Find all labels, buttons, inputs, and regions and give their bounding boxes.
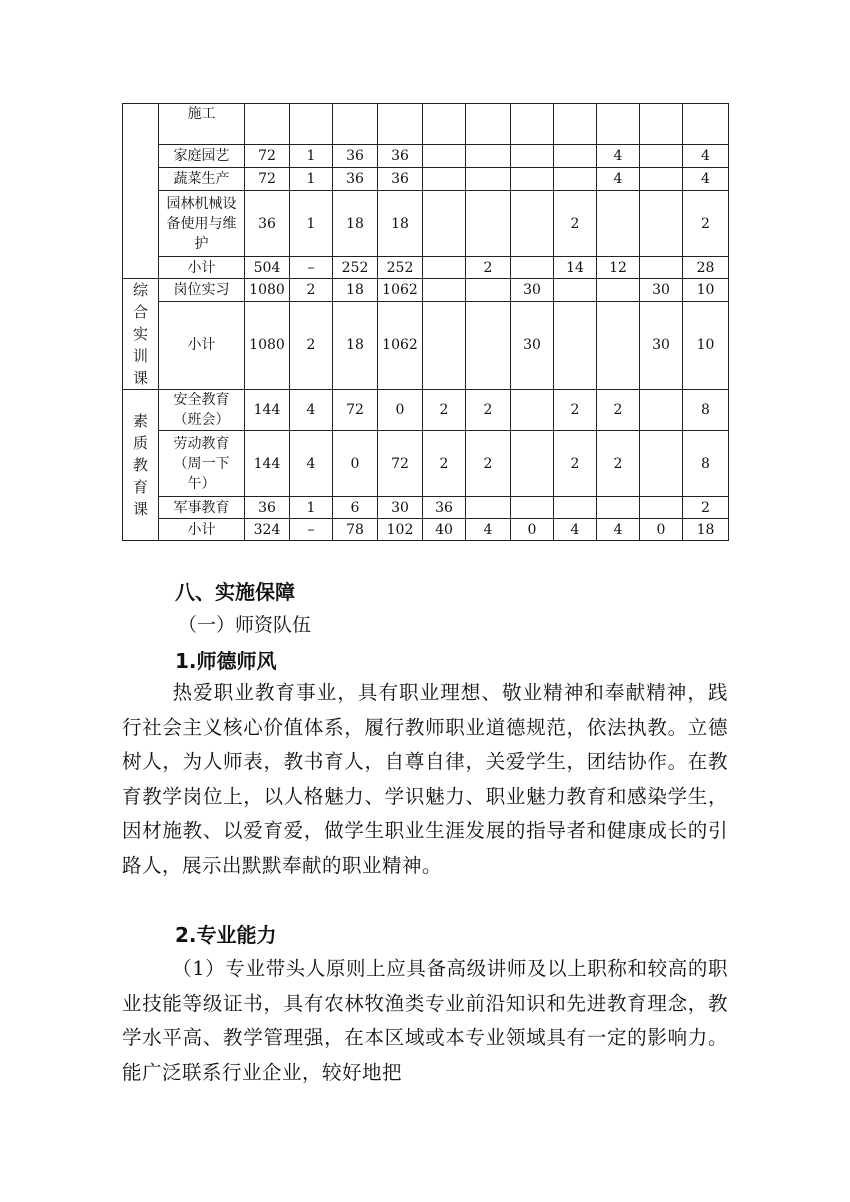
heading-teacher-ethics: 1.师德师风 — [175, 649, 277, 673]
value-cell: 72 — [245, 168, 290, 191]
value-cell: 36 — [333, 145, 378, 168]
value-cell — [466, 301, 511, 389]
value-cell: 2 — [290, 301, 333, 389]
value-cell: 30 — [511, 279, 554, 302]
value-cell: 324 — [245, 519, 290, 541]
value-cell: 28 — [683, 257, 729, 279]
value-cell: 36 — [245, 497, 290, 519]
value-cell — [597, 191, 640, 257]
value-cell: 18 — [683, 519, 729, 541]
value-cell: 72 — [245, 145, 290, 168]
value-cell — [378, 104, 423, 145]
paragraph-teacher-ethics — [122, 676, 728, 883]
value-cell: 2 — [423, 431, 466, 497]
value-cell — [597, 104, 640, 145]
paragraph-professional-ability-text: （1）专业带头人原则上应具备高级讲师及以上职称和较高的职业技能等级证书，具有农林牧渔类专业前沿知识和先进教育理念，教学水平高、教学管理强，在本区域或本专业领域具有一定的影响力。能广泛联系行业企业，较好地把 — [122, 957, 728, 1084]
course-hours-table — [122, 103, 729, 541]
value-cell — [554, 104, 597, 145]
value-cell — [511, 104, 554, 145]
value-cell: 8 — [683, 431, 729, 497]
value-cell: 14 — [554, 257, 597, 279]
value-cell — [423, 279, 466, 302]
course-name-cell: 军事教育 — [159, 497, 245, 519]
value-cell: 4 — [597, 168, 640, 191]
value-cell — [683, 104, 729, 145]
category-cell: 素质教育课 — [123, 390, 159, 541]
value-cell: 36 — [423, 497, 466, 519]
section-title: 八、实施保障 — [175, 580, 295, 604]
value-cell — [554, 145, 597, 168]
value-cell — [640, 145, 683, 168]
category-cell: 综合实训课 — [123, 279, 159, 390]
value-cell: 2 — [554, 431, 597, 497]
value-cell: 18 — [333, 191, 378, 257]
value-cell: 30 — [511, 301, 554, 389]
value-cell — [554, 301, 597, 389]
table-row — [123, 168, 729, 191]
table-row — [123, 145, 729, 168]
value-cell: 4 — [597, 519, 640, 541]
value-cell — [511, 191, 554, 257]
value-cell: 1080 — [245, 301, 290, 389]
course-name-cell: 蔬菜生产 — [159, 168, 245, 191]
paragraph-professional-ability — [122, 952, 728, 1090]
value-cell — [554, 168, 597, 191]
value-cell: 1062 — [378, 301, 423, 389]
value-cell: 36 — [378, 168, 423, 191]
value-cell: 2 — [683, 191, 729, 257]
value-cell: 36 — [245, 191, 290, 257]
value-cell: – — [290, 519, 333, 541]
value-cell — [466, 168, 511, 191]
value-cell — [423, 191, 466, 257]
course-name-cell: 园林机械设备使用与维护 — [159, 191, 245, 257]
value-cell: 4 — [683, 168, 729, 191]
course-name-cell: 小计 — [159, 257, 245, 279]
value-cell: 36 — [378, 145, 423, 168]
value-cell: 4 — [597, 145, 640, 168]
course-name-cell: 安全教育（班会） — [159, 390, 245, 431]
subsection-title: （一）师资队伍 — [178, 614, 312, 636]
table-row — [123, 279, 729, 302]
value-cell: 0 — [333, 431, 378, 497]
course-name-cell: 小计 — [159, 519, 245, 541]
table-row — [123, 257, 729, 279]
value-cell: 2 — [554, 191, 597, 257]
value-cell: 72 — [378, 431, 423, 497]
value-cell: 2 — [683, 497, 729, 519]
value-cell: 2 — [466, 257, 511, 279]
value-cell — [554, 279, 597, 302]
value-cell: 1 — [290, 497, 333, 519]
value-cell — [640, 257, 683, 279]
course-name-cell: 施工 — [159, 104, 245, 145]
value-cell — [423, 104, 466, 145]
value-cell: 1 — [290, 145, 333, 168]
value-cell: 18 — [333, 301, 378, 389]
table-row — [123, 519, 729, 541]
value-cell — [423, 145, 466, 168]
value-cell — [640, 431, 683, 497]
value-cell: 1062 — [378, 279, 423, 302]
value-cell: 6 — [333, 497, 378, 519]
value-cell — [511, 390, 554, 431]
value-cell: 1080 — [245, 279, 290, 302]
value-cell — [423, 168, 466, 191]
value-cell — [511, 497, 554, 519]
table-row — [123, 301, 729, 389]
table-row — [123, 191, 729, 257]
course-name-cell: 小计 — [159, 301, 245, 389]
value-cell — [597, 497, 640, 519]
value-cell: 72 — [333, 390, 378, 431]
value-cell: 36 — [333, 168, 378, 191]
value-cell: 2 — [290, 279, 333, 302]
course-name-cell: 岗位实习 — [159, 279, 245, 302]
value-cell — [640, 191, 683, 257]
value-cell: 8 — [683, 390, 729, 431]
paragraph-teacher-ethics-text: 热爱职业教育事业，具有职业理想、敬业精神和奉献精神，践行社会主义核心价值体系，履行教师职业道德规范，依法执教。立德树人，为人师表，教书育人，自尊自律，关爱学生，团结协作。在教育教学岗位上，以人格魅力、学识魅力、职业魅力教育和感染学生，因材施教、以爱育爱，做学生职业生涯发展的指导者和健康成长的引路人，展示出默默奉献的职业精神。 — [122, 681, 728, 877]
value-cell — [640, 168, 683, 191]
category-cell — [123, 104, 159, 279]
heading-professional-ability: 2.专业能力 — [175, 923, 277, 947]
value-cell — [466, 191, 511, 257]
value-cell: 0 — [511, 519, 554, 541]
value-cell — [597, 301, 640, 389]
value-cell: 30 — [378, 497, 423, 519]
value-cell: 12 — [597, 257, 640, 279]
value-cell — [640, 390, 683, 431]
value-cell — [511, 145, 554, 168]
value-cell — [597, 279, 640, 302]
value-cell: 4 — [290, 431, 333, 497]
value-cell: 4 — [683, 145, 729, 168]
value-cell — [511, 257, 554, 279]
value-cell — [333, 104, 378, 145]
course-name-cell: 家庭园艺 — [159, 145, 245, 168]
value-cell: 144 — [245, 431, 290, 497]
table-row — [123, 497, 729, 519]
value-cell: 18 — [333, 279, 378, 302]
value-cell — [511, 431, 554, 497]
value-cell: 4 — [554, 519, 597, 541]
value-cell: 2 — [597, 431, 640, 497]
value-cell — [466, 497, 511, 519]
value-cell: 40 — [423, 519, 466, 541]
value-cell: 144 — [245, 390, 290, 431]
value-cell: 30 — [640, 279, 683, 302]
table-row — [123, 104, 729, 145]
value-cell — [423, 301, 466, 389]
value-cell: 252 — [333, 257, 378, 279]
value-cell — [245, 104, 290, 145]
value-cell: 2 — [423, 390, 466, 431]
course-name-cell: 劳动教育（周一下午） — [159, 431, 245, 497]
value-cell: 2 — [466, 431, 511, 497]
value-cell: 2 — [466, 390, 511, 431]
value-cell: 10 — [683, 301, 729, 389]
value-cell: 4 — [466, 519, 511, 541]
value-cell: 1 — [290, 191, 333, 257]
value-cell: 1 — [290, 168, 333, 191]
value-cell: – — [290, 257, 333, 279]
value-cell: 10 — [683, 279, 729, 302]
value-cell — [554, 497, 597, 519]
value-cell: 252 — [378, 257, 423, 279]
value-cell: 102 — [378, 519, 423, 541]
value-cell — [511, 168, 554, 191]
table-row — [123, 431, 729, 497]
value-cell: 30 — [640, 301, 683, 389]
value-cell: 2 — [554, 390, 597, 431]
value-cell — [466, 104, 511, 145]
value-cell: 504 — [245, 257, 290, 279]
value-cell — [466, 279, 511, 302]
value-cell — [640, 104, 683, 145]
value-cell: 0 — [640, 519, 683, 541]
value-cell: 78 — [333, 519, 378, 541]
value-cell: 2 — [597, 390, 640, 431]
value-cell: 0 — [378, 390, 423, 431]
value-cell — [423, 257, 466, 279]
value-cell — [290, 104, 333, 145]
table-row — [123, 390, 729, 431]
value-cell: 4 — [290, 390, 333, 431]
value-cell — [466, 145, 511, 168]
value-cell — [640, 497, 683, 519]
value-cell: 18 — [378, 191, 423, 257]
